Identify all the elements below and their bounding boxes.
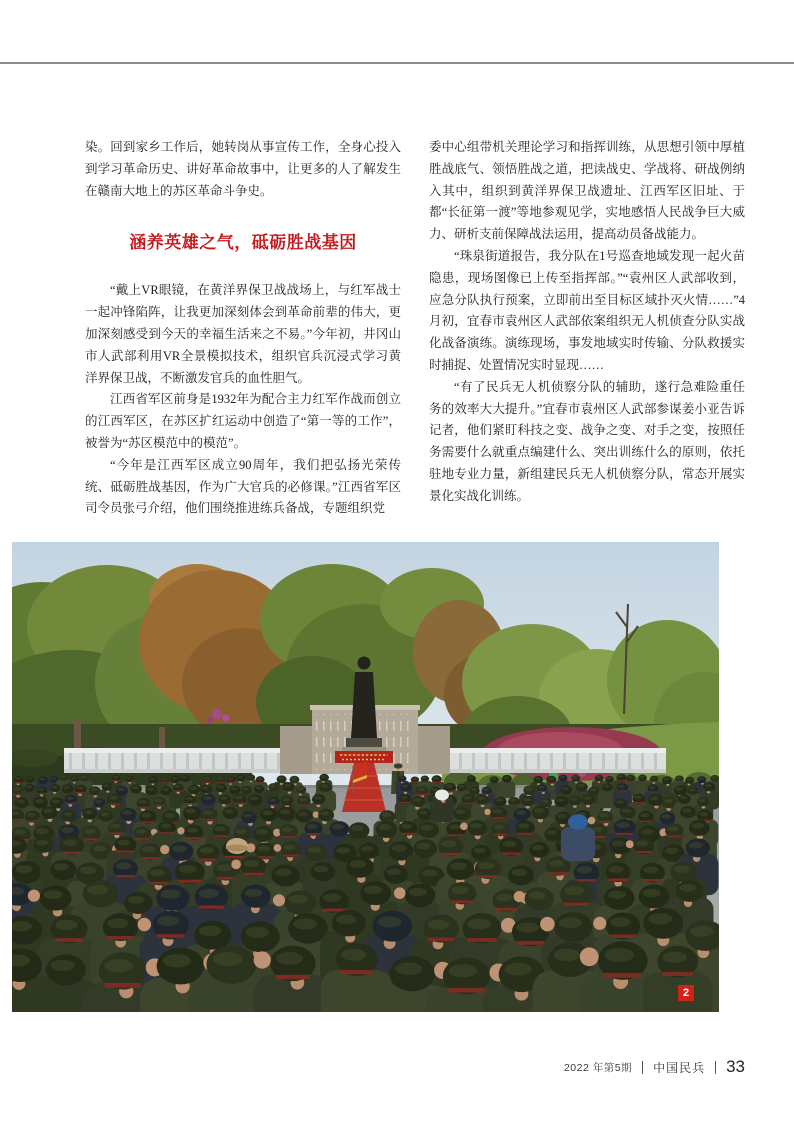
paragraph-continuation: 委中心组带机关理论学习和指挥训练，从思想引领中厚植胜战底气、领悟胜战之道，把读战史、学战将、研战例纳入其中，组织到黄洋界保卫战遗址、江西军区旧址、于都“长征第一渡”等地参观见学，实地感悟人民战争巨大威力、研析支前保障战法运用，提高动员备战能力。 (429, 140, 745, 242)
paragraph: “珠泉街道报告，我分队在1号巡查地域发现一起火苗隐患，现场图像已上传至指挥部。”“袁州区人武部收到，应急分队执行预案，立即前出至目标区域扑灭火情……”4月初，宜春市袁州区人武部依案组织无人机侦查分队实战化战备演练。演练现场，事发地域实时传输、分队救援实时捕捉、处置情况实时显现…… (429, 248, 745, 372)
paragraph: “今年是江西军区成立90周年，我们把弘扬光荣传统、砥砺胜战基因，作为广大官兵的必修课。”江西省军区司令员张弓介绍，他们围绕推进练兵备战，专题组织党 (85, 457, 401, 516)
section-heading: 涵养英雄之气，砥砺胜战基因 (129, 233, 357, 253)
page-footer (564, 1057, 745, 1077)
footer-issue: 2022 年第5期 (563, 1061, 633, 1074)
paragraph: 江西省军区前身是1932年为配合主力红军作战而创立的江西军区，在苏区扩红运动中创造了“第一等的工作”，被誉为“苏区模范中的模范”。 (85, 392, 401, 450)
footer-magazine-title: 中国民兵 (653, 1060, 706, 1075)
footer-separator (715, 1061, 716, 1074)
paragraph: “有了民兵无人机侦察分队的辅助，遂行急难险重任务的效率大大提升。”宜春市袁州区人武部参谋姜小亚告诉记者，他们紧盯科技之变、战争之变、对手之变，按照任务需要什么就重点编建什么、突出训练什么的原则，依托驻地专业力量，新组建民兵无人机侦察分队，常态开展实景化实战化训练。 (429, 379, 745, 503)
paragraph: “戴上VR眼镜，在黄洋界保卫战战场上，与红军战士一起冲锋陷阵，让我更加深刻体会到革命前辈的伟大，更加深刻感受到今天的幸福生活来之不易。”今年初，井冈山市人武部利用VR全景模拟技术，组织官兵沉浸式学习黄洋界保卫战，不断激发官兵的血性胆气。 (85, 283, 401, 385)
paragraph-continuation: 染。回到家乡工作后，她转岗从事宣传工作，全身心投入到学习革命历史、讲好革命故事中，让更多的人了解发生在赣南大地上的苏区革命斗争史。 (85, 140, 401, 198)
article-column-left (85, 137, 401, 520)
article-column-right (429, 137, 745, 520)
article-body (85, 137, 745, 520)
photo-illustration (12, 542, 719, 1012)
photo-oath-ceremony (12, 542, 719, 1012)
page-number: 33 (726, 1057, 745, 1076)
photo-number-badge: 2 (678, 985, 694, 1001)
red-banner (335, 751, 393, 763)
footer-separator (642, 1061, 643, 1074)
header-rule (0, 62, 794, 64)
